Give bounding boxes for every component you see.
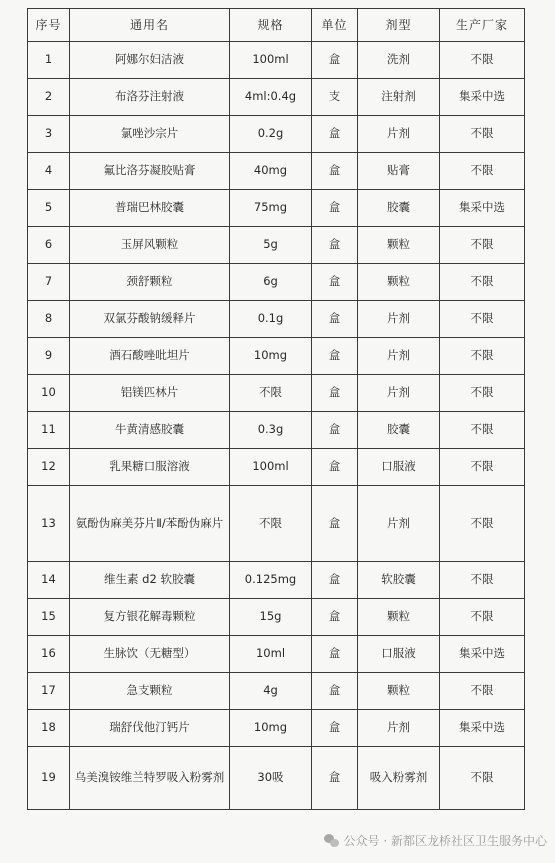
cell-form: 颗粒 xyxy=(358,264,440,301)
cell-maker: 不限 xyxy=(440,747,525,810)
cell-name: 氨酚伪麻美芬片Ⅱ/苯酚伪麻片 xyxy=(70,486,230,562)
cell-form: 胶囊 xyxy=(358,412,440,449)
table-row xyxy=(28,412,525,449)
cell-spec: 10mg xyxy=(230,710,312,747)
table-row xyxy=(28,116,525,153)
table-row xyxy=(28,636,525,673)
cell-maker: 集采中选 xyxy=(440,710,525,747)
cell-unit: 盒 xyxy=(312,42,358,79)
cell-name: 颈舒颗粒 xyxy=(70,264,230,301)
cell-spec: 不限 xyxy=(230,375,312,412)
cell-maker: 不限 xyxy=(440,153,525,190)
cell-spec: 30吸 xyxy=(230,747,312,810)
table-body xyxy=(28,42,525,810)
cell-spec: 100ml xyxy=(230,449,312,486)
cell-name: 阿娜尔妇洁液 xyxy=(70,42,230,79)
cell-form: 胶囊 xyxy=(358,190,440,227)
table-row xyxy=(28,449,525,486)
header-name: 通用名 xyxy=(70,9,230,42)
cell-unit: 盒 xyxy=(312,264,358,301)
cell-spec: 不限 xyxy=(230,486,312,562)
cell-maker: 不限 xyxy=(440,116,525,153)
cell-name: 瑞舒伐他汀钙片 xyxy=(70,710,230,747)
watermark-text: 公众号 · 新都区龙桥社区卫生服务中心 xyxy=(343,834,547,848)
cell-name: 复方银花解毒颗粒 xyxy=(70,599,230,636)
cell-maker: 集采中选 xyxy=(440,636,525,673)
cell-maker: 不限 xyxy=(440,486,525,562)
table-row xyxy=(28,42,525,79)
table-row xyxy=(28,153,525,190)
cell-spec: 0.125mg xyxy=(230,562,312,599)
cell-spec: 10mg xyxy=(230,338,312,375)
cell-form: 洗剂 xyxy=(358,42,440,79)
table-row xyxy=(28,747,525,810)
cell-maker: 集采中选 xyxy=(440,79,525,116)
cell-no: 7 xyxy=(28,264,70,301)
cell-no: 9 xyxy=(28,338,70,375)
cell-unit: 盒 xyxy=(312,227,358,264)
table-row xyxy=(28,710,525,747)
cell-spec: 0.1g xyxy=(230,301,312,338)
cell-form: 片剂 xyxy=(358,338,440,375)
cell-maker: 不限 xyxy=(440,449,525,486)
cell-maker: 不限 xyxy=(440,264,525,301)
cell-unit: 盒 xyxy=(312,190,358,227)
cell-unit: 盒 xyxy=(312,116,358,153)
cell-maker: 不限 xyxy=(440,599,525,636)
cell-spec: 4g xyxy=(230,673,312,710)
cell-name: 酒石酸唑吡坦片 xyxy=(70,338,230,375)
cell-no: 13 xyxy=(28,486,70,562)
cell-maker: 不限 xyxy=(440,227,525,264)
cell-maker: 不限 xyxy=(440,562,525,599)
cell-spec: 10ml xyxy=(230,636,312,673)
cell-name: 布洛芬注射液 xyxy=(70,79,230,116)
cell-form: 片剂 xyxy=(358,375,440,412)
cell-spec: 100ml xyxy=(230,42,312,79)
header-spec: 规格 xyxy=(230,9,312,42)
cell-form: 软胶囊 xyxy=(358,562,440,599)
cell-no: 2 xyxy=(28,79,70,116)
cell-maker: 不限 xyxy=(440,301,525,338)
cell-form: 贴膏 xyxy=(358,153,440,190)
table-row xyxy=(28,486,525,562)
drug-list-table xyxy=(27,8,525,810)
cell-maker: 不限 xyxy=(440,42,525,79)
cell-no: 1 xyxy=(28,42,70,79)
table-row xyxy=(28,599,525,636)
cell-name: 生脉饮（无糖型） xyxy=(70,636,230,673)
cell-unit: 盒 xyxy=(312,375,358,412)
table-row xyxy=(28,562,525,599)
cell-unit: 盒 xyxy=(312,338,358,375)
cell-no: 10 xyxy=(28,375,70,412)
table-row xyxy=(28,673,525,710)
cell-spec: 0.3g xyxy=(230,412,312,449)
cell-name: 氯唑沙宗片 xyxy=(70,116,230,153)
table-row xyxy=(28,79,525,116)
cell-no: 3 xyxy=(28,116,70,153)
cell-form: 颗粒 xyxy=(358,227,440,264)
cell-no: 17 xyxy=(28,673,70,710)
cell-name: 玉屏风颗粒 xyxy=(70,227,230,264)
cell-form: 片剂 xyxy=(358,710,440,747)
cell-spec: 0.2g xyxy=(230,116,312,153)
watermark xyxy=(324,832,547,849)
table-row xyxy=(28,227,525,264)
cell-unit: 盒 xyxy=(312,747,358,810)
header-unit: 单位 xyxy=(312,9,358,42)
cell-name: 牛黄清感胶囊 xyxy=(70,412,230,449)
table-row xyxy=(28,375,525,412)
cell-name: 急支颗粒 xyxy=(70,673,230,710)
cell-no: 8 xyxy=(28,301,70,338)
cell-unit: 盒 xyxy=(312,449,358,486)
cell-no: 14 xyxy=(28,562,70,599)
header-maker: 生产厂家 xyxy=(440,9,525,42)
cell-name: 普瑞巴林胶囊 xyxy=(70,190,230,227)
cell-name: 乌美溴铵维兰特罗吸入粉雾剂 xyxy=(70,747,230,810)
cell-no: 4 xyxy=(28,153,70,190)
cell-no: 19 xyxy=(28,747,70,810)
cell-maker: 不限 xyxy=(440,375,525,412)
cell-unit: 盒 xyxy=(312,153,358,190)
cell-form: 颗粒 xyxy=(358,599,440,636)
cell-unit: 盒 xyxy=(312,599,358,636)
cell-spec: 75mg xyxy=(230,190,312,227)
table-row xyxy=(28,190,525,227)
cell-no: 18 xyxy=(28,710,70,747)
cell-form: 片剂 xyxy=(358,301,440,338)
cell-form: 颗粒 xyxy=(358,673,440,710)
cell-name: 维生素 d2 软胶囊 xyxy=(70,562,230,599)
cell-no: 12 xyxy=(28,449,70,486)
cell-no: 5 xyxy=(28,190,70,227)
cell-spec: 5g xyxy=(230,227,312,264)
table-row xyxy=(28,301,525,338)
cell-maker: 集采中选 xyxy=(440,190,525,227)
cell-maker: 不限 xyxy=(440,338,525,375)
header-no: 序号 xyxy=(28,9,70,42)
header-form: 剂型 xyxy=(358,9,440,42)
cell-unit: 盒 xyxy=(312,673,358,710)
cell-unit: 盒 xyxy=(312,710,358,747)
cell-unit: 盒 xyxy=(312,486,358,562)
wechat-icon xyxy=(324,834,340,848)
cell-unit: 盒 xyxy=(312,301,358,338)
cell-no: 6 xyxy=(28,227,70,264)
table-header-row xyxy=(28,9,525,42)
cell-unit: 支 xyxy=(312,79,358,116)
cell-maker: 不限 xyxy=(440,412,525,449)
cell-form: 吸入粉雾剂 xyxy=(358,747,440,810)
cell-form: 口服液 xyxy=(358,636,440,673)
cell-unit: 盒 xyxy=(312,562,358,599)
cell-name: 铝镁匹林片 xyxy=(70,375,230,412)
cell-spec: 4ml:0.4g xyxy=(230,79,312,116)
cell-no: 16 xyxy=(28,636,70,673)
table-row xyxy=(28,264,525,301)
cell-spec: 40mg xyxy=(230,153,312,190)
cell-spec: 6g xyxy=(230,264,312,301)
cell-name: 乳果糖口服溶液 xyxy=(70,449,230,486)
cell-name: 双氯芬酸钠缓释片 xyxy=(70,301,230,338)
cell-maker: 不限 xyxy=(440,673,525,710)
cell-form: 片剂 xyxy=(358,486,440,562)
cell-name: 氟比洛芬凝胶贴膏 xyxy=(70,153,230,190)
cell-unit: 盒 xyxy=(312,412,358,449)
cell-form: 注射剂 xyxy=(358,79,440,116)
cell-no: 11 xyxy=(28,412,70,449)
cell-form: 口服液 xyxy=(358,449,440,486)
cell-form: 片剂 xyxy=(358,116,440,153)
cell-unit: 盒 xyxy=(312,636,358,673)
table-row xyxy=(28,338,525,375)
cell-no: 15 xyxy=(28,599,70,636)
cell-spec: 15g xyxy=(230,599,312,636)
